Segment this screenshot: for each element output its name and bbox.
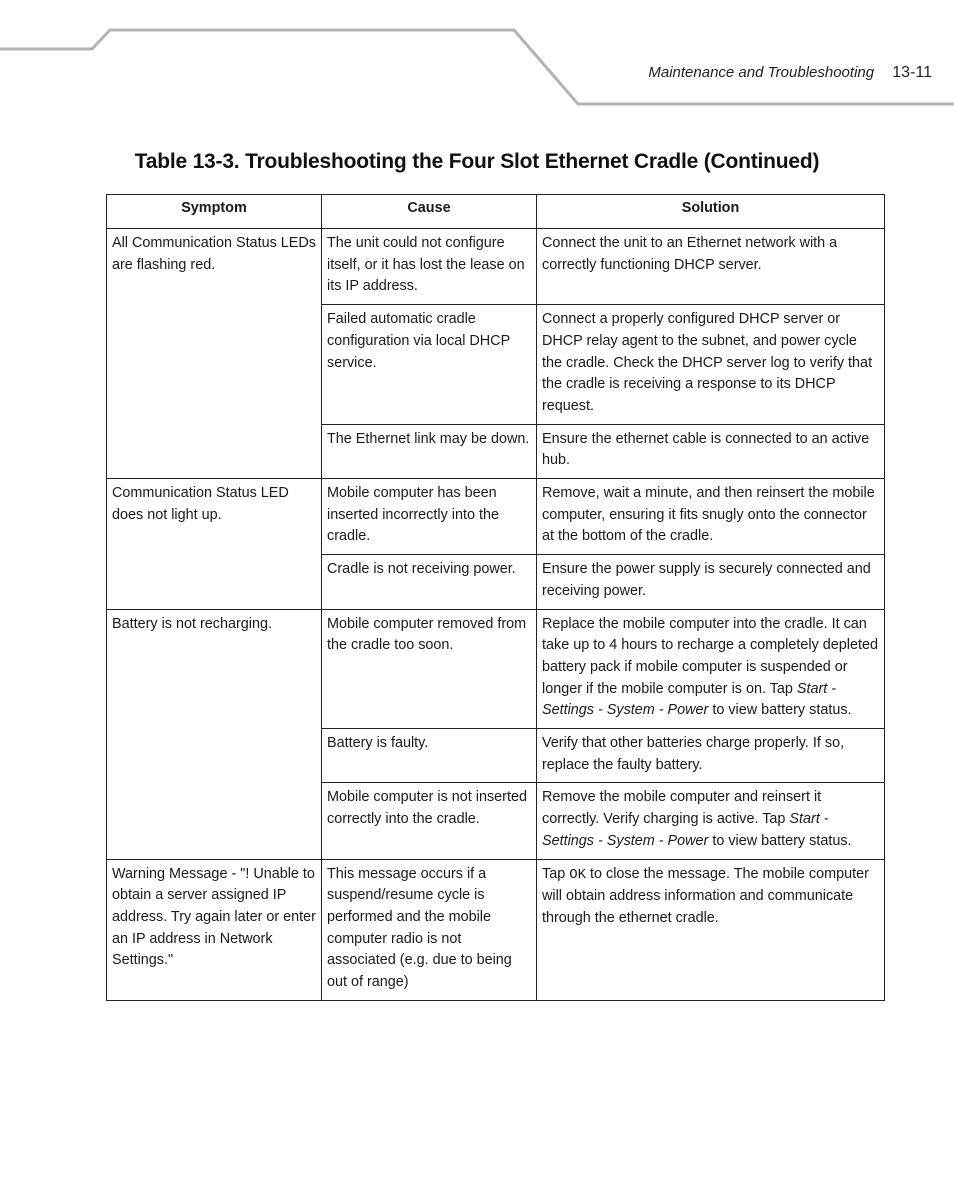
cause-cell: The Ethernet link may be down. bbox=[322, 424, 537, 478]
solution-text: Replace the mobile computer into the cradle. It can take up to 4 hours to recharge a completely depleted battery pack if mobile computer is suspended or longer if the mobile computer is on. Tap bbox=[542, 615, 878, 697]
section-title: Maintenance and Troubleshooting bbox=[648, 64, 875, 81]
solution-text: to view battery status. bbox=[708, 832, 852, 849]
cause-cell: This message occurs if a suspend/resume cycle is performed and the mobile computer radio is not associated (e.g. due to being out of range) bbox=[322, 859, 537, 1000]
column-header-solution: Solution bbox=[537, 195, 885, 229]
table-header-row bbox=[107, 195, 885, 229]
cause-cell: Battery is faulty. bbox=[322, 729, 537, 783]
page-number: 13-11 bbox=[892, 64, 932, 81]
header-rule bbox=[0, 0, 954, 110]
symptom-cell: All Communication Status LEDs are flashing red. bbox=[107, 229, 322, 479]
solution-cell: Ensure the power supply is securely connected and receiving power. bbox=[537, 555, 885, 609]
running-header bbox=[648, 64, 932, 82]
cause-cell: Failed automatic cradle configuration via local DHCP service. bbox=[322, 305, 537, 425]
cause-cell: Cradle is not receiving power. bbox=[322, 555, 537, 609]
cause-cell: Mobile computer is not inserted correctly into the cradle. bbox=[322, 783, 537, 859]
cause-cell: The unit could not configure itself, or it has lost the lease on its IP address. bbox=[322, 229, 537, 305]
table-title: Table 13-3. Troubleshooting the Four Slot Ethernet Cradle (Continued) bbox=[134, 150, 820, 173]
cause-cell: Mobile computer has been inserted incorrectly into the cradle. bbox=[322, 479, 537, 555]
column-header-cause: Cause bbox=[322, 195, 537, 229]
solution-cell bbox=[537, 859, 885, 1000]
table-row bbox=[107, 859, 885, 1000]
table-row bbox=[107, 229, 885, 305]
solution-cell: Remove, wait a minute, and then reinsert the mobile computer, ensuring it fits snugly onto the connector at the bottom of the cradle. bbox=[537, 479, 885, 555]
table-row bbox=[107, 479, 885, 555]
solution-cell: Verify that other batteries charge properly. If so, replace the faulty battery. bbox=[537, 729, 885, 783]
solution-cell bbox=[537, 783, 885, 859]
menu-path: Start - Settings - System - Power bbox=[542, 680, 837, 719]
solution-text: to view battery status. bbox=[708, 702, 852, 719]
solution-text: Remove the mobile computer and reinsert it correctly. Verify charging is active. Tap bbox=[542, 789, 822, 828]
solution-cell: Connect a properly configured DHCP server or DHCP relay agent to the subnet, and power cycle the cradle. Check the DHCP server log to verify that the cradle is receiving a response to its DHCP request. bbox=[537, 305, 885, 425]
ok-keyword: OK bbox=[569, 866, 587, 883]
solution-cell bbox=[537, 609, 885, 729]
table-row bbox=[107, 609, 885, 729]
column-header-symptom: Symptom bbox=[107, 195, 322, 229]
solution-cell: Ensure the ethernet cable is connected to an active hub. bbox=[537, 424, 885, 478]
solution-text: to close the message. The mobile computer will obtain address information and communicate through the ethernet cradle. bbox=[542, 865, 869, 926]
solution-cell: Connect the unit to an Ethernet network with a correctly functioning DHCP server. bbox=[537, 229, 885, 305]
menu-path: Start - Settings - System - Power bbox=[542, 811, 829, 849]
cause-cell: Mobile computer removed from the cradle too soon. bbox=[322, 609, 537, 729]
symptom-cell: Communication Status LED does not light up. bbox=[107, 479, 322, 610]
symptom-cell: Battery is not recharging. bbox=[107, 609, 322, 859]
troubleshooting-table bbox=[106, 194, 885, 1001]
symptom-cell: Warning Message - "! Unable to obtain a server assigned IP address. Try again later or enter an IP address in Network Settings." bbox=[107, 859, 322, 1000]
solution-text: Tap bbox=[542, 865, 570, 882]
